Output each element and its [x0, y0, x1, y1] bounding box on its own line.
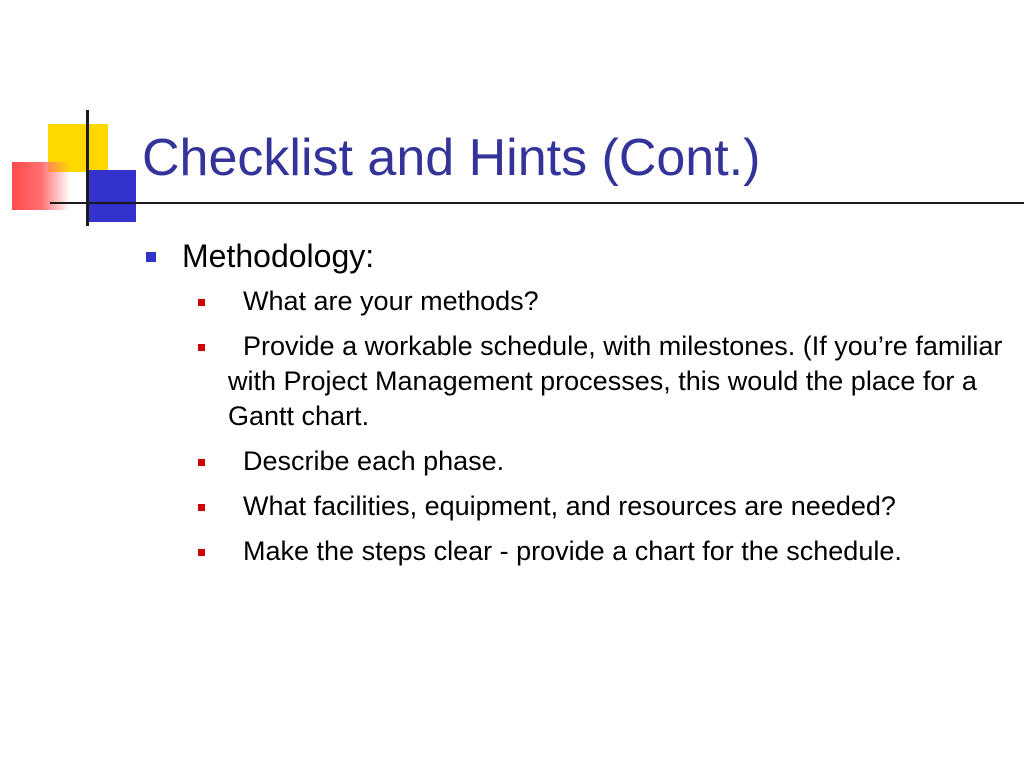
sub-bullet-text: Describe each phase. [228, 446, 505, 476]
square-bullet-icon [198, 299, 205, 306]
sub-bullet-list [144, 284, 1010, 569]
square-bullet-icon [198, 459, 205, 466]
square-bullet-icon [198, 504, 205, 511]
sub-bullet-item [190, 329, 1010, 434]
slide-content [144, 234, 1010, 579]
slide-title: Checklist and Hints (Cont.) [142, 129, 761, 187]
sub-bullet-text: What are your methods? [228, 286, 539, 316]
sub-bullet-text: Provide a workable schedule, with milestones. (If you’re familiar with Project Management processes, this would the place for a Gantt chart. [228, 331, 1010, 431]
sub-bullet-text: What facilities, equipment, and resources are needed? [228, 491, 896, 521]
sub-bullet-item [190, 444, 1004, 479]
vertical-rule [86, 110, 89, 226]
sub-bullet-text: Make the steps clear - provide a chart for the schedule. [228, 536, 902, 566]
blue-square [88, 170, 136, 222]
sub-bullet-item [190, 534, 1004, 569]
bullet-methodology [144, 234, 1004, 278]
title-underline [50, 202, 1024, 204]
square-bullet-icon [198, 344, 205, 351]
square-bullet-icon [198, 549, 205, 556]
bullet-heading: Methodology: [182, 238, 375, 274]
sub-bullet-item [190, 489, 1004, 524]
square-bullet-icon [146, 252, 156, 262]
sub-bullet-item [190, 284, 1004, 319]
decorative-logo [0, 0, 160, 240]
